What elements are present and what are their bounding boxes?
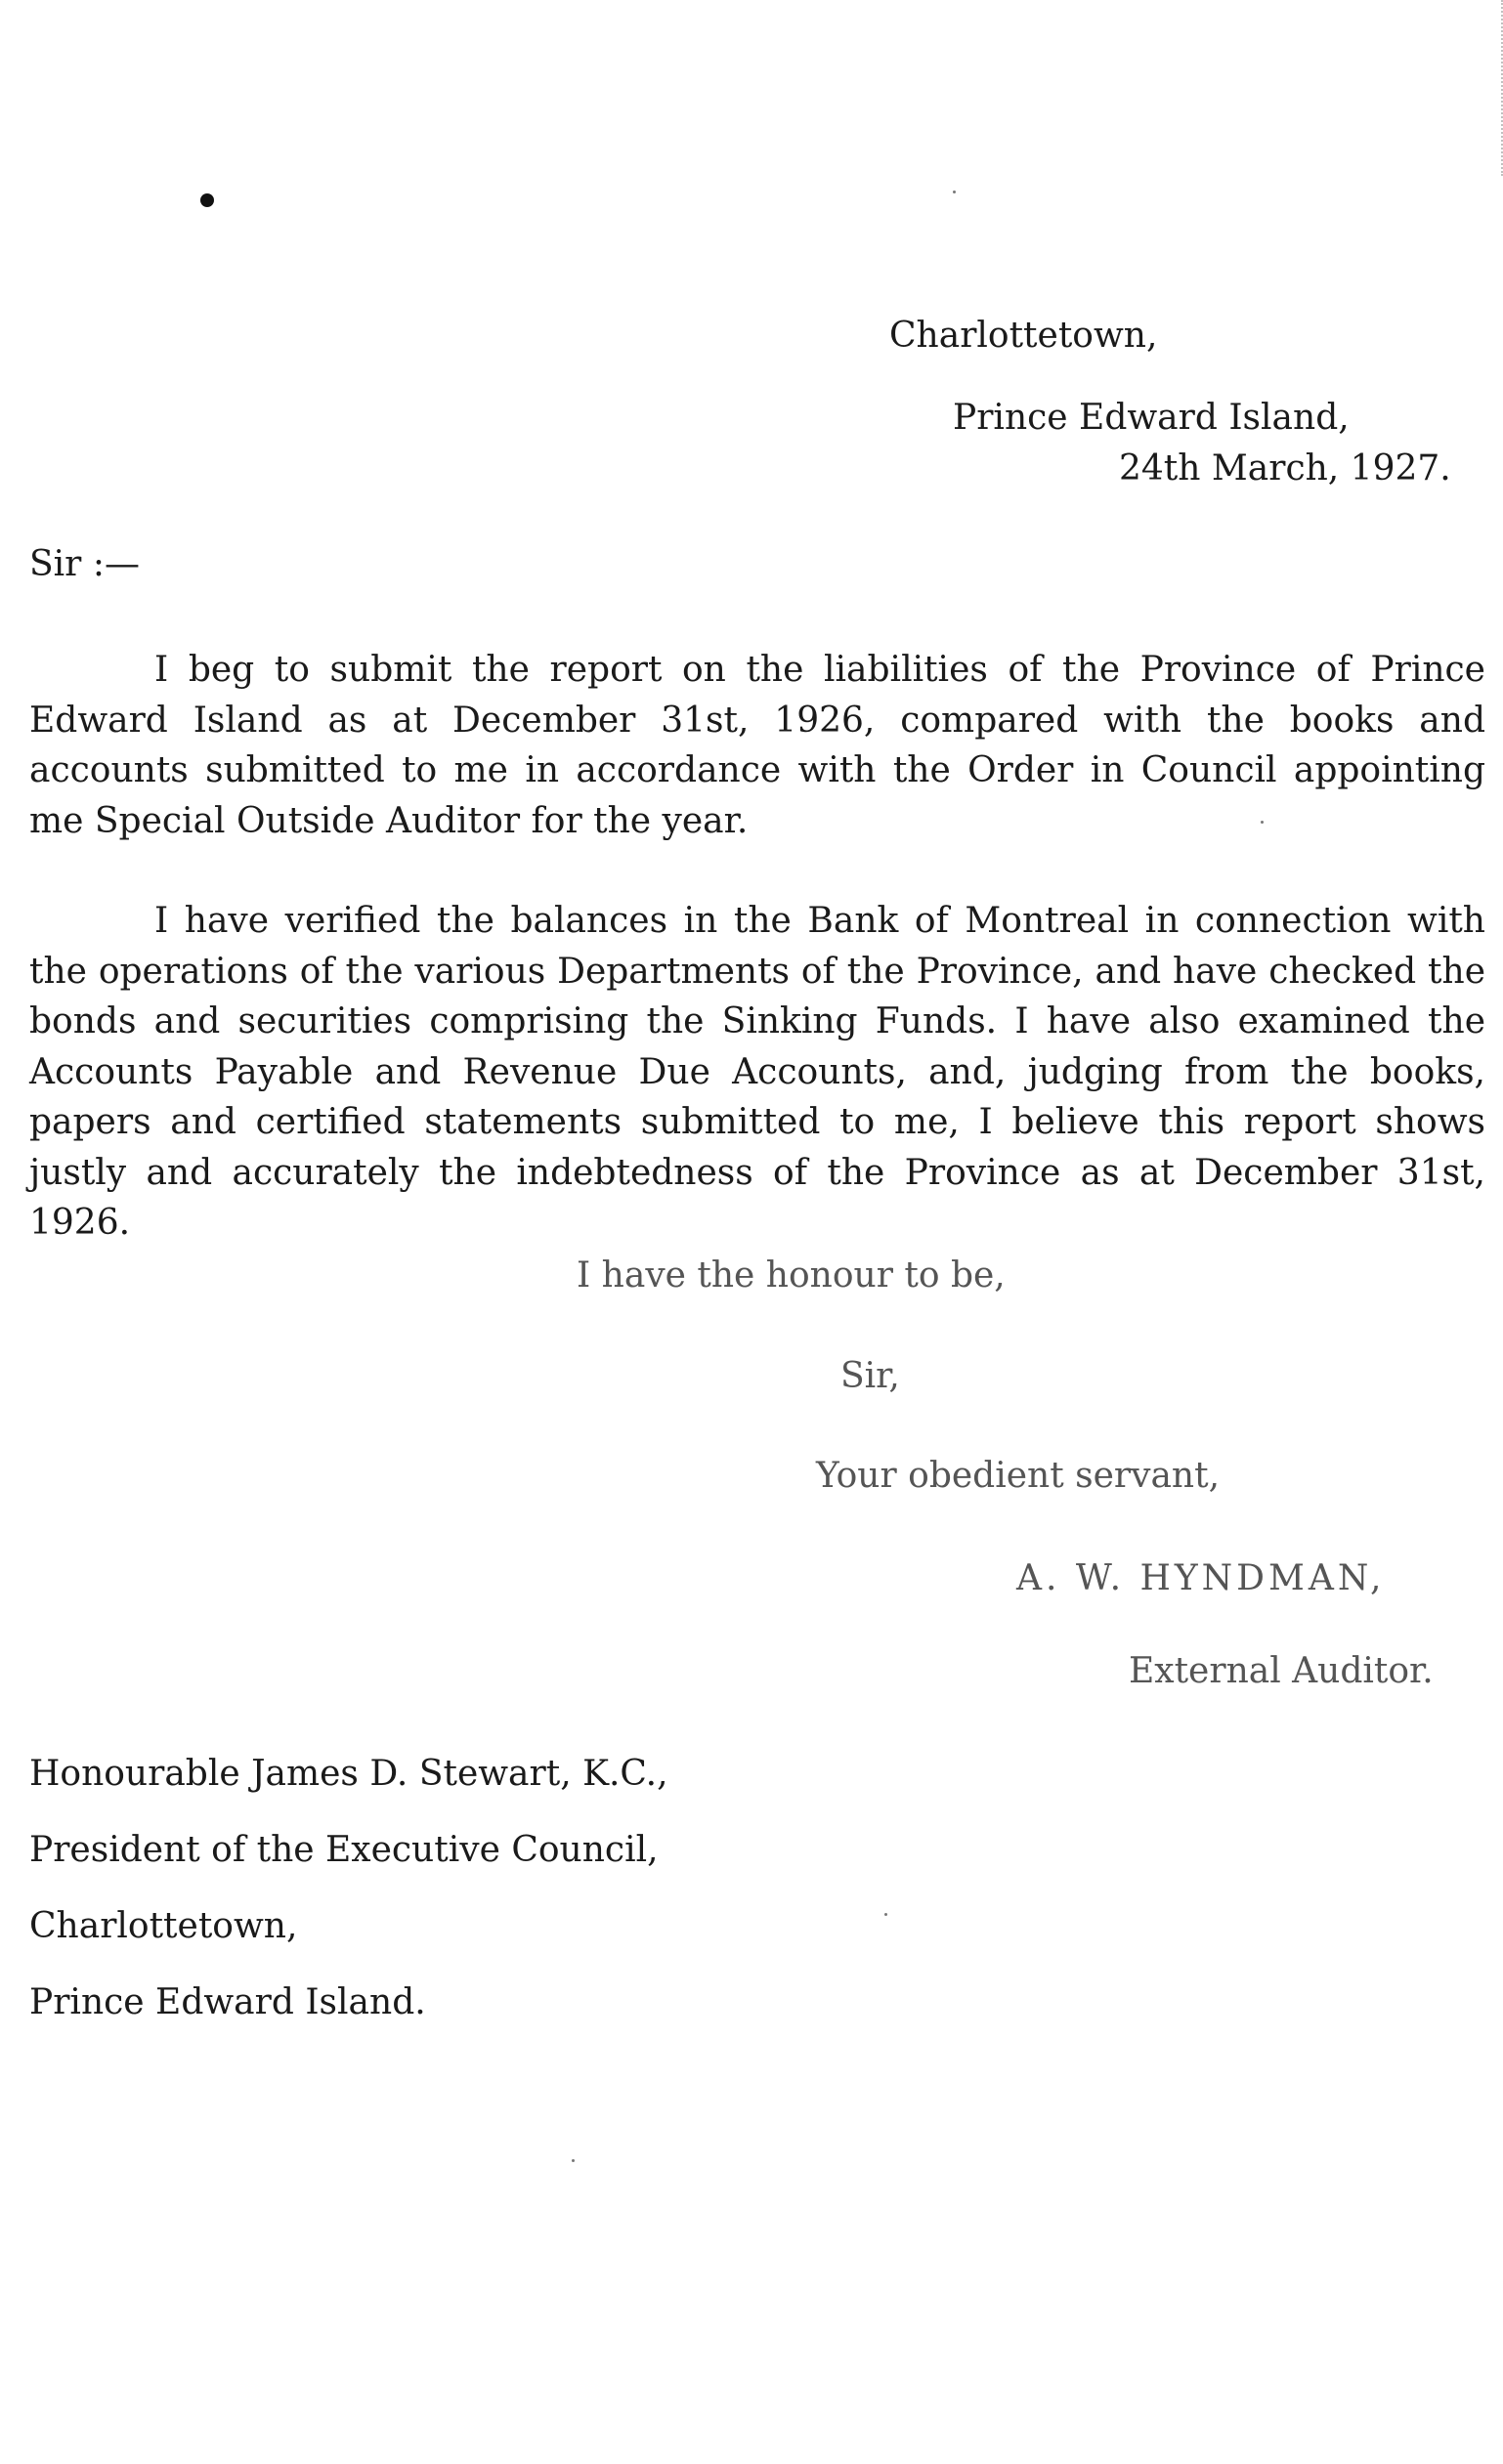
closing-sir: Sir,: [840, 1356, 900, 1396]
bullet-mark: [200, 193, 214, 207]
closing-servant: Your obedient servant,: [816, 1456, 1221, 1496]
addressee-position: President of the Executive Council,: [29, 1830, 659, 1870]
addressee-province: Prince Edward Island.: [29, 1982, 426, 2022]
salutation: Sir :—: [29, 544, 140, 584]
letter-date: 24th March, 1927.: [1119, 448, 1451, 489]
place-line-1: Charlottetown,: [889, 316, 1158, 356]
scan-speck: [572, 2159, 575, 2162]
signatory-name: A. W. HYNDMAN,: [1016, 1558, 1386, 1598]
scan-speck: [884, 1913, 887, 1916]
paragraph-report-submission: I beg to submit the report on the liabilities of the Province of Prince Edward Island as at December 31st, 1926, compared with the books and accounts submitted to me in accordance with the Order in Council appointing me Special Outside Auditor for the year.: [29, 650, 1485, 841]
signatory-title: External Auditor.: [1129, 1651, 1434, 1691]
addressee-name: Honourable James D. Stewart, K.C.,: [29, 1754, 668, 1794]
place-line-2: Prince Edward Island,: [953, 398, 1350, 438]
paragraph-verification: I have verified the balances in the Bank of Montreal in connection with the operations of the various Departments of the Province, and have checked the bonds and securities comprising the Sinking Funds. I have also examined the Accounts Payable and Revenue Due Accounts, and, judging from the books, papers and certified statements submitted to me, I believe this report shows justly and accurately the indebtedness of the Province as at December 31st, 1926.: [29, 901, 1485, 1243]
scan-edge-artifact: [1493, 0, 1503, 176]
scan-speck: [953, 191, 956, 193]
closing-honour: I have the honour to be,: [577, 1255, 1006, 1296]
addressee-city: Charlottetown,: [29, 1906, 298, 1946]
